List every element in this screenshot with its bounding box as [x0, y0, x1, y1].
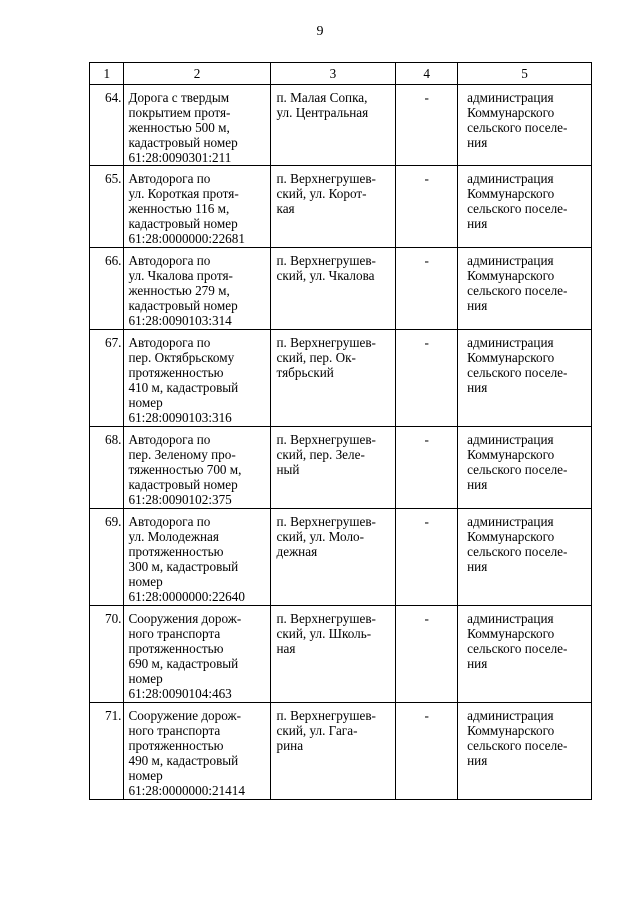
owner-line: сельского поселе-	[467, 738, 568, 753]
object-name-line: Автодорога по	[128, 253, 211, 268]
location-cell	[270, 166, 396, 248]
owner-line: администрация	[467, 432, 554, 447]
location-line: ский, ул. Корот-	[276, 186, 367, 201]
object-name-line: 690 м, кадастровый	[128, 656, 239, 671]
object-name-line: ного транспорта	[128, 626, 221, 641]
object-name-line: Автодорога по	[128, 432, 211, 447]
location-line: п. Верхнегрушев-	[276, 432, 376, 447]
location-line: п. Верхнегрушев-	[276, 514, 376, 529]
column-4-cell: -	[396, 166, 458, 248]
row-number: 65.	[90, 166, 124, 248]
object-name-line: 300 м, кадастровый	[128, 559, 239, 574]
object-name-line: протяженностью	[128, 738, 224, 753]
column-4-cell: -	[396, 509, 458, 606]
location-line: дежная	[276, 544, 318, 559]
object-name-line: ул. Молодежная	[128, 529, 219, 544]
owner-line: Коммунарского	[467, 350, 555, 365]
column-header-4: 4	[396, 63, 458, 85]
location-line: ский, ул. Гага-	[276, 723, 358, 738]
object-name-line: номер	[128, 574, 163, 589]
object-name-line: 61:28:0090104:463	[128, 686, 232, 701]
owner-line: сельского поселе-	[467, 201, 568, 216]
owner-line: ния	[467, 216, 488, 231]
object-name-line: протяженностью	[128, 641, 224, 656]
location-cell	[270, 427, 396, 509]
table-header-row	[90, 63, 592, 85]
owner-line: администрация	[467, 90, 554, 105]
column-4-cell: -	[396, 703, 458, 800]
object-name-cell	[124, 85, 270, 166]
object-name-line: женностью 116 м,	[128, 201, 230, 216]
object-name-line: номер	[128, 395, 163, 410]
column-4-cell: -	[396, 248, 458, 330]
owner-line: Коммунарского	[467, 723, 555, 738]
owner-line: администрация	[467, 335, 554, 350]
owner-line: сельского поселе-	[467, 283, 568, 298]
location-line: ный	[276, 462, 300, 477]
object-name-line: покрытием протя-	[128, 105, 231, 120]
object-name-line: пер. Октябрьскому	[128, 350, 235, 365]
object-name-line: Автодорога по	[128, 514, 211, 529]
owner-line: Коммунарского	[467, 529, 555, 544]
object-name-line: женностью 500 м,	[128, 120, 230, 135]
location-line: п. Верхнегрушев-	[276, 335, 376, 350]
row-number: 71.	[90, 703, 124, 800]
row-number: 66.	[90, 248, 124, 330]
column-header-5: 5	[458, 63, 592, 85]
location-line: ский, ул. Моло-	[276, 529, 365, 544]
object-name-line: Автодорога по	[128, 171, 211, 186]
location-line: ул. Центральная	[276, 105, 369, 120]
owner-line: сельского поселе-	[467, 641, 568, 656]
object-name-line: 61:28:0090103:314	[128, 313, 232, 328]
location-line: п. Малая Сопка,	[276, 90, 368, 105]
column-header-2: 2	[124, 63, 270, 85]
location-line: ский, ул. Чкалова	[276, 268, 375, 283]
owner-line: ния	[467, 753, 488, 768]
table-row	[90, 85, 592, 166]
object-name-line: Сооружение дорож-	[128, 708, 242, 723]
object-name-line: Автодорога по	[128, 335, 211, 350]
object-name-line: кадастровый номер	[128, 477, 238, 492]
owner-cell	[458, 703, 592, 800]
object-name-line: ного транспорта	[128, 723, 221, 738]
owner-line: сельского поселе-	[467, 462, 568, 477]
object-name-line: протяженностью	[128, 365, 224, 380]
owner-line: ния	[467, 298, 488, 313]
owner-line: ния	[467, 380, 488, 395]
location-line: п. Верхнегрушев-	[276, 253, 376, 268]
object-name-cell	[124, 330, 270, 427]
object-name-line: ул. Короткая протя-	[128, 186, 239, 201]
object-name-cell	[124, 248, 270, 330]
owner-line: Коммунарского	[467, 268, 555, 283]
object-name-line: 61:28:0090102:375	[128, 492, 232, 507]
table-row	[90, 330, 592, 427]
object-name-line: женностью 279 м,	[128, 283, 230, 298]
location-line: ная	[276, 641, 296, 656]
table-row	[90, 166, 592, 248]
location-line: кая	[276, 201, 295, 216]
property-table	[89, 62, 592, 800]
owner-cell	[458, 166, 592, 248]
owner-line: Коммунарского	[467, 186, 555, 201]
location-line: тябрьский	[276, 365, 334, 380]
owner-line: сельского поселе-	[467, 544, 568, 559]
location-cell	[270, 703, 396, 800]
owner-cell	[458, 248, 592, 330]
object-name-cell	[124, 427, 270, 509]
object-name-cell	[124, 606, 270, 703]
owner-cell	[458, 330, 592, 427]
owner-line: ния	[467, 656, 488, 671]
owner-line: ния	[467, 135, 488, 150]
location-line: п. Верхнегрушев-	[276, 611, 376, 626]
object-name-cell	[124, 703, 270, 800]
location-line: ский, пер. Ок-	[276, 350, 356, 365]
owner-line: администрация	[467, 708, 554, 723]
owner-cell	[458, 606, 592, 703]
column-header-3: 3	[270, 63, 396, 85]
location-cell	[270, 330, 396, 427]
object-name-line: 61:28:0000000:21414	[128, 783, 245, 798]
location-cell	[270, 509, 396, 606]
column-4-cell: -	[396, 606, 458, 703]
location-line: ский, ул. Школь-	[276, 626, 372, 641]
object-name-cell	[124, 509, 270, 606]
row-number: 70.	[90, 606, 124, 703]
owner-line: Коммунарского	[467, 626, 555, 641]
row-number: 68.	[90, 427, 124, 509]
owner-line: администрация	[467, 171, 554, 186]
object-name-line: Сооружения дорож-	[128, 611, 242, 626]
owner-line: сельского поселе-	[467, 120, 568, 135]
object-name-line: пер. Зеленому про-	[128, 447, 236, 462]
object-name-line: тяженностью 700 м,	[128, 462, 242, 477]
object-name-line: номер	[128, 671, 163, 686]
object-name-line: 61:28:0090301:211	[128, 150, 232, 165]
owner-line: ния	[467, 477, 488, 492]
column-header-1: 1	[90, 63, 124, 85]
page-number: 9	[316, 24, 324, 39]
object-name-line: кадастровый номер	[128, 216, 238, 231]
location-line: ский, пер. Зеле-	[276, 447, 365, 462]
object-name-line: ул. Чкалова протя-	[128, 268, 233, 283]
table-row	[90, 703, 592, 800]
location-line: рина	[276, 738, 304, 753]
object-name-line: 61:28:0000000:22640	[128, 589, 245, 604]
object-name-line: кадастровый номер	[128, 135, 238, 150]
column-4-cell: -	[396, 427, 458, 509]
column-4-cell: -	[396, 330, 458, 427]
object-name-cell	[124, 166, 270, 248]
owner-cell	[458, 427, 592, 509]
location-line: п. Верхнегрушев-	[276, 171, 376, 186]
object-name-line: протяженностью	[128, 544, 224, 559]
owner-line: администрация	[467, 514, 554, 529]
table-row	[90, 509, 592, 606]
object-name-line: кадастровый номер	[128, 298, 238, 313]
column-4-cell: -	[396, 85, 458, 166]
owner-line: ния	[467, 559, 488, 574]
owner-cell	[458, 509, 592, 606]
row-number: 67.	[90, 330, 124, 427]
object-name-line: 490 м, кадастровый	[128, 753, 239, 768]
owner-line: сельского поселе-	[467, 365, 568, 380]
object-name-line: 61:28:0000000:22681	[128, 231, 245, 246]
object-name-line: 410 м, кадастровый	[128, 380, 239, 395]
row-number: 69.	[90, 509, 124, 606]
table-row	[90, 606, 592, 703]
owner-line: администрация	[467, 611, 554, 626]
location-cell	[270, 606, 396, 703]
object-name-line: 61:28:0090103:316	[128, 410, 232, 425]
location-line: п. Верхнегрушев-	[276, 708, 376, 723]
owner-line: Коммунарского	[467, 447, 555, 462]
table-row	[90, 427, 592, 509]
location-cell	[270, 85, 396, 166]
owner-line: Коммунарского	[467, 105, 555, 120]
row-number: 64.	[90, 85, 124, 166]
table-row	[90, 248, 592, 330]
object-name-line: номер	[128, 768, 163, 783]
location-cell	[270, 248, 396, 330]
owner-line: администрация	[467, 253, 554, 268]
owner-cell	[458, 85, 592, 166]
object-name-line: Дорога с твердым	[128, 90, 230, 105]
